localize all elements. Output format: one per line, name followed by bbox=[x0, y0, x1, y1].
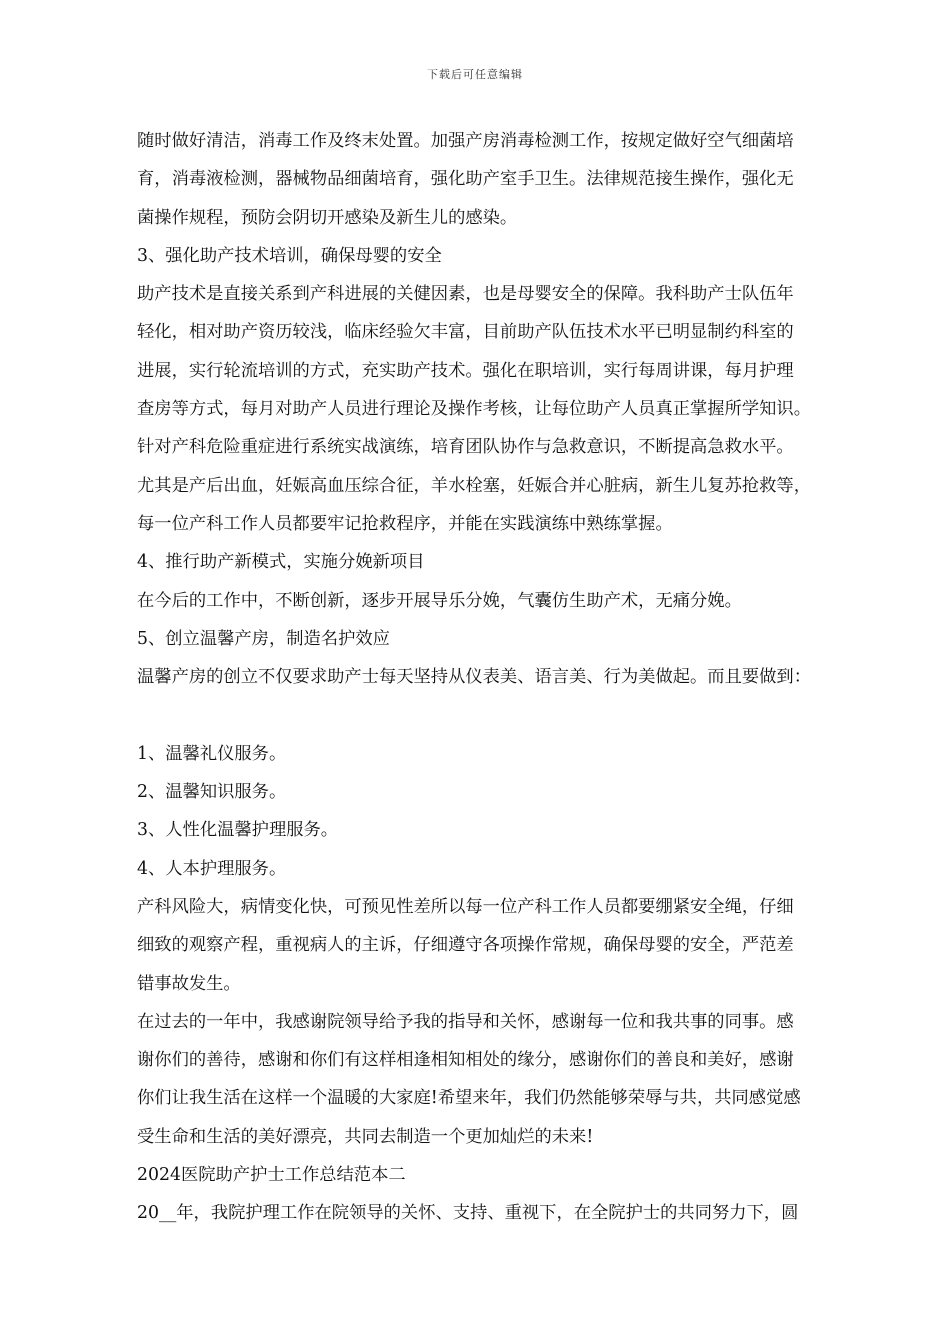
text-line: 查房等方式，每月对助产人员进行理论及操作考核，让每位助产人员真正掌握所学知识。 bbox=[137, 399, 811, 420]
list-item: 2、温馨知识服务。 bbox=[137, 782, 287, 803]
text-line: 错事故发生。 bbox=[137, 973, 241, 994]
text-line: 你们让我生活在这样一个温暖的大家庭!希望来年，我们仍然能够荣辱与共，共同感觉感 bbox=[137, 1088, 801, 1109]
text-line: 轻化，相对助产资历较浅，临床经验欠丰富，目前助产队伍技术水平已明显制约科室的 bbox=[137, 322, 794, 343]
section-heading-5: 5、创立温馨产房，制造名护效应 bbox=[137, 628, 390, 649]
section-heading-3: 3、强化助产技术培训，确保母婴的安全 bbox=[137, 245, 442, 266]
text-line: 进展，实行轮流培训的方式，充实助产技术。强化在职培训，实行每周讲课，每月护理 bbox=[137, 360, 794, 381]
document-body bbox=[137, 122, 897, 1233]
text-line: 产科风险大，病情变化快，可预见性差所以每一位产科工作人员都要绷紧安全绳，仔细 bbox=[137, 896, 794, 917]
section-heading-4: 4、推行助产新模式，实施分娩新项目 bbox=[137, 552, 425, 573]
list-item: 3、人性化温馨护理服务。 bbox=[137, 820, 339, 841]
list-item: 4、人本护理服务。 bbox=[137, 858, 287, 879]
text-line: 针对产科危险重症进行系统实战演练，培育团队协作与急救意识，不断提高急救水平。 bbox=[137, 437, 794, 458]
text-line: 20__年，我院护理工作在院领导的关怀、支持、重视下，在全院护士的共同努力下，圆 bbox=[137, 1203, 799, 1224]
page-header: 下载后可任意编辑 bbox=[427, 68, 523, 81]
text-line: 尤其是产后出血，妊娠高血压综合征，羊水栓塞，妊娠合并心脏病，新生儿复苏抢救等， bbox=[137, 475, 811, 496]
text-line: 谢你们的善待，感谢和你们有这样相逢相知相处的缘分，感谢你们的善良和美好，感谢 bbox=[137, 1050, 794, 1071]
text-line: 育，消毒液检测，器械物品细菌培育，强化助产室手卫生。法律规范接生操作，强化无 bbox=[137, 169, 794, 190]
text-line: 在今后的工作中，不断创新，逐步开展导乐分娩，气囊仿生助产术，无痛分娩。 bbox=[137, 590, 742, 611]
text-line: 每一位产科工作人员都要牢记抢救程序，并能在实践演练中熟练掌握。 bbox=[137, 513, 673, 534]
document-subtitle: 2024医院助产护士工作总结范本二 bbox=[137, 1165, 406, 1186]
text-line: 助产技术是直接关系到产科进展的关健因素，也是母婴安全的保障。我科助产士队伍年 bbox=[137, 284, 794, 305]
list-item: 1、温馨礼仪服务。 bbox=[137, 743, 287, 764]
text-line: 菌操作规程，预防会阴切开感染及新生儿的感染。 bbox=[137, 207, 518, 228]
text-line: 细致的观察产程，重视病人的主诉，仔细遵守各项操作常规，确保母婴的安全，严范差 bbox=[137, 935, 794, 956]
text-line: 温馨产房的创立不仅要求助产士每天坚持从仪表美、语言美、行为美做起。而且要做到： bbox=[137, 667, 811, 688]
text-line: 随时做好清洁，消毒工作及终末处置。加强产房消毒检测工作，按规定做好空气细菌培 bbox=[137, 131, 794, 151]
text-line: 在过去的一年中，我感谢院领导给予我的指导和关怀，感谢每一位和我共事的同事。感 bbox=[137, 1011, 794, 1032]
blank-line bbox=[137, 696, 897, 734]
text-line: 受生命和生活的美好漂亮，共同去制造一个更加灿烂的未来! bbox=[137, 1126, 594, 1147]
